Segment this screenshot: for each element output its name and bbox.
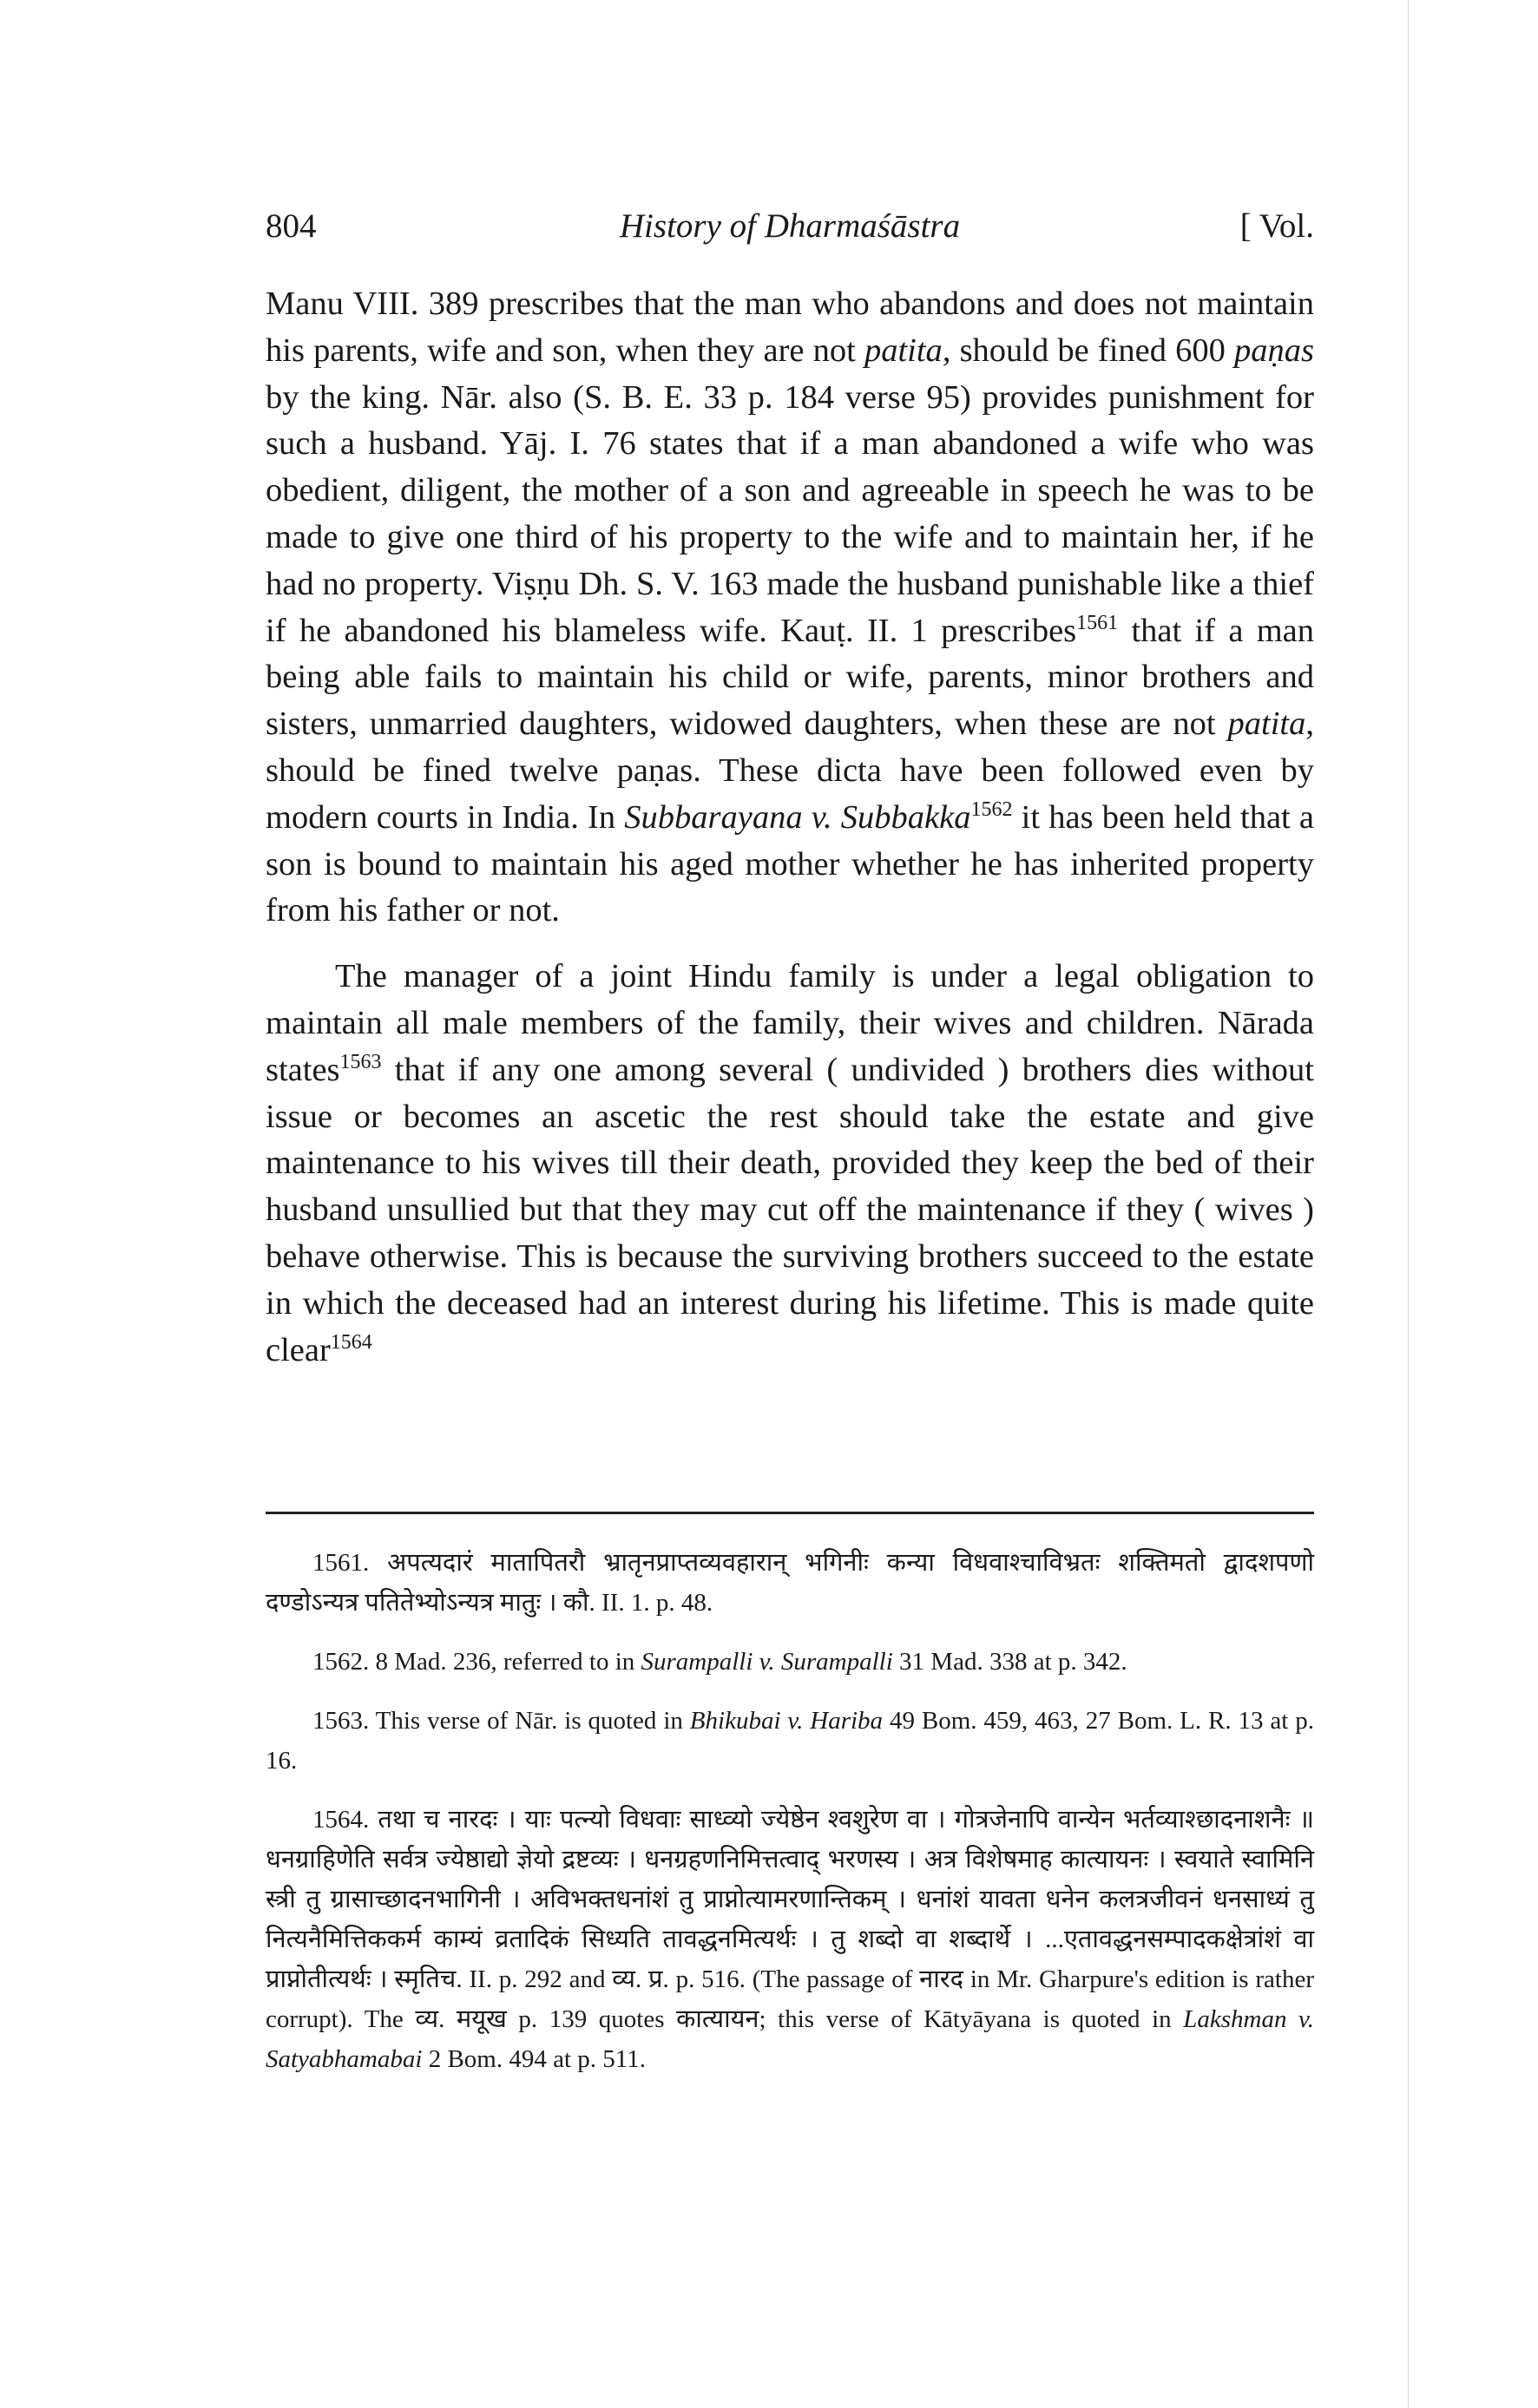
footnote-separator xyxy=(266,1512,1314,1514)
text-run: by the king. Nār. also (S. B. E. 33 p. 184 verse 95) provides punishment for such a husband. Yāj. I. 76 states that if a man abandoned a wife who was obedient, diligent, the mother of a son and agreeable in speech he was to be made to give one third of his property to the wife and to maintain her, if he had no property. Viṣṇu Dh. S. V. 163 made the husband punishable like a thief if he abandoned his blameless wife. Kauṭ. II. 1 prescribes xyxy=(266,378,1314,649)
italic-term: patita xyxy=(1227,705,1306,743)
case-name: Lakshman v. Satyabhamabai xyxy=(266,2005,1314,2073)
italic-term: patita xyxy=(864,331,943,369)
text-run: , should be fined twelve paṇas. These dicta have been followed even by modern courts in India. In xyxy=(266,705,1314,836)
main-text xyxy=(266,281,1314,1374)
footnote-1564 xyxy=(266,1800,1314,2079)
footnote-1561 xyxy=(266,1543,1314,1623)
footnote-ref-1561[interactable]: 1561 xyxy=(1076,611,1119,634)
scan-edge-line xyxy=(1408,0,1409,2408)
footnotes xyxy=(266,1543,1314,2098)
case-name: Bhikubai v. Hariba xyxy=(689,1707,884,1735)
footnote-number: 1564. xyxy=(312,1806,370,1834)
text-run: that if any one among several ( undivided ) brothers dies without issue or becomes an ascetic the rest should take the estate and give maintenance to his wives till their death, provided they keep the bed of their husband unsullied but that they may cut off the maintenance if they ( wives ) behave otherwise. This is because the surviving brothers succeed to the estate in which the deceased had an interest during his lifetime. This is made quite clear xyxy=(266,1051,1314,1368)
text-run: it has been held that a son is bound to maintain his aged mother whether he has inherited property from his father or not. xyxy=(266,798,1315,929)
footnote-ref-1564[interactable]: 1564 xyxy=(330,1330,372,1354)
running-title: History of Dharmaśāstra xyxy=(619,207,961,245)
volume-label: [ Vol. xyxy=(1239,207,1314,245)
footnote-text: अपत्यदारं मातापितरौ भ्रातृनप्राप्तव्यवहारान् भगिनीः कन्या विधवाश्चाविभ्रतः शक्तिमतो द्वादशपणो दण्डोऽन्यत्र पतितेभ्योऽन्यत्र मातुः । कौ. II. 1. p. 48. xyxy=(266,1549,1315,1617)
footnote-text: 31 Mad. 338 at p. 342. xyxy=(892,1648,1127,1676)
footnote-text: 8 Mad. 236, referred to in xyxy=(375,1648,641,1676)
case-name: Subbarayana v. Subbakka xyxy=(624,798,971,836)
footnote-number: 1563. xyxy=(312,1707,370,1735)
footnote-ref-1563[interactable]: 1563 xyxy=(339,1050,382,1073)
footnote-text: 2 Bom. 494 at p. 511. xyxy=(422,2045,646,2073)
case-name: Surampalli v. Surampalli xyxy=(641,1648,893,1676)
text-run: , should be fined 600 xyxy=(942,331,1235,369)
paragraph-joint-family xyxy=(266,954,1314,1374)
footnote-1563 xyxy=(266,1701,1314,1781)
footnote-text: तथा च नारदः । याः पत्न्यो विधवाः साध्व्यो ज्येष्ठेन श्वशुरेण वा । गोत्रजेनापि वान्येन भर्तव्याश्छादनाशनैः ॥ धनग्राहिणेति सर्वत्र ज्येष्ठाद्यो ज्ञेयो द्रष्टव्यः । धनग्रहणनिमित्तत्वाद् भरणस्य । अत्र विशेषमाह कात्यायनः । स्वयाते स्वामिनि स्त्री तु ग्रासाच्छादनभागिनी । अविभक्तधनांशं तु प्राप्नोत्यामरणान्तिकम् । धनांशं यावता धनेन कलत्रजीवनं धनसाध्यं तु नित्यनैमित्तिककर्म काम्यं व्रतादिकं सिध्यति तावद्धनमित्यर्थः । तु शब्दो वा शब्दार्थे । ...एतावद्धनसम्पादकक्षेत्रांशं वा प्राप्नोतीत्यर्थः । स्मृतिच. II. p. 292 and व्य. प्र. p. 516. (The passage of नारद in Mr. Gharpure's edition is rather corrupt). The व्य. मयूख p. 139 quotes कात्यायन; this verse of Kātyāyana is quoted in xyxy=(266,1806,1314,2033)
page-number: 804 xyxy=(266,207,317,245)
paragraph-manu-maintenance xyxy=(266,281,1314,935)
footnote-1562 xyxy=(266,1642,1314,1682)
footnote-ref-1562[interactable]: 1562 xyxy=(970,797,1013,821)
text-run: that if a man being able fails to maintain his child or wife, parents, minor brothers and sisters, unmarried daughters, widowed daughters, when these are not xyxy=(266,612,1314,743)
footnote-number: 1562. xyxy=(312,1648,370,1676)
footnote-text: This verse of Nār. is quoted in xyxy=(375,1707,690,1735)
text-run: Manu VIII. 389 prescribes that the man who abandons and does not maintain his parents, wife and son, when they are not xyxy=(266,285,1314,369)
running-header xyxy=(266,207,1314,259)
footnote-number: 1561. xyxy=(312,1549,370,1577)
text-run: The manager of a joint Hindu family is under a legal obligation to maintain all male members of the family, their wives and children. Nārada states xyxy=(266,958,1314,1088)
italic-term: paṇas xyxy=(1234,331,1314,369)
footnote-text: 49 Bom. 459, 463, 27 Bom. L. R. 13 at p. 16. xyxy=(266,1707,1314,1775)
